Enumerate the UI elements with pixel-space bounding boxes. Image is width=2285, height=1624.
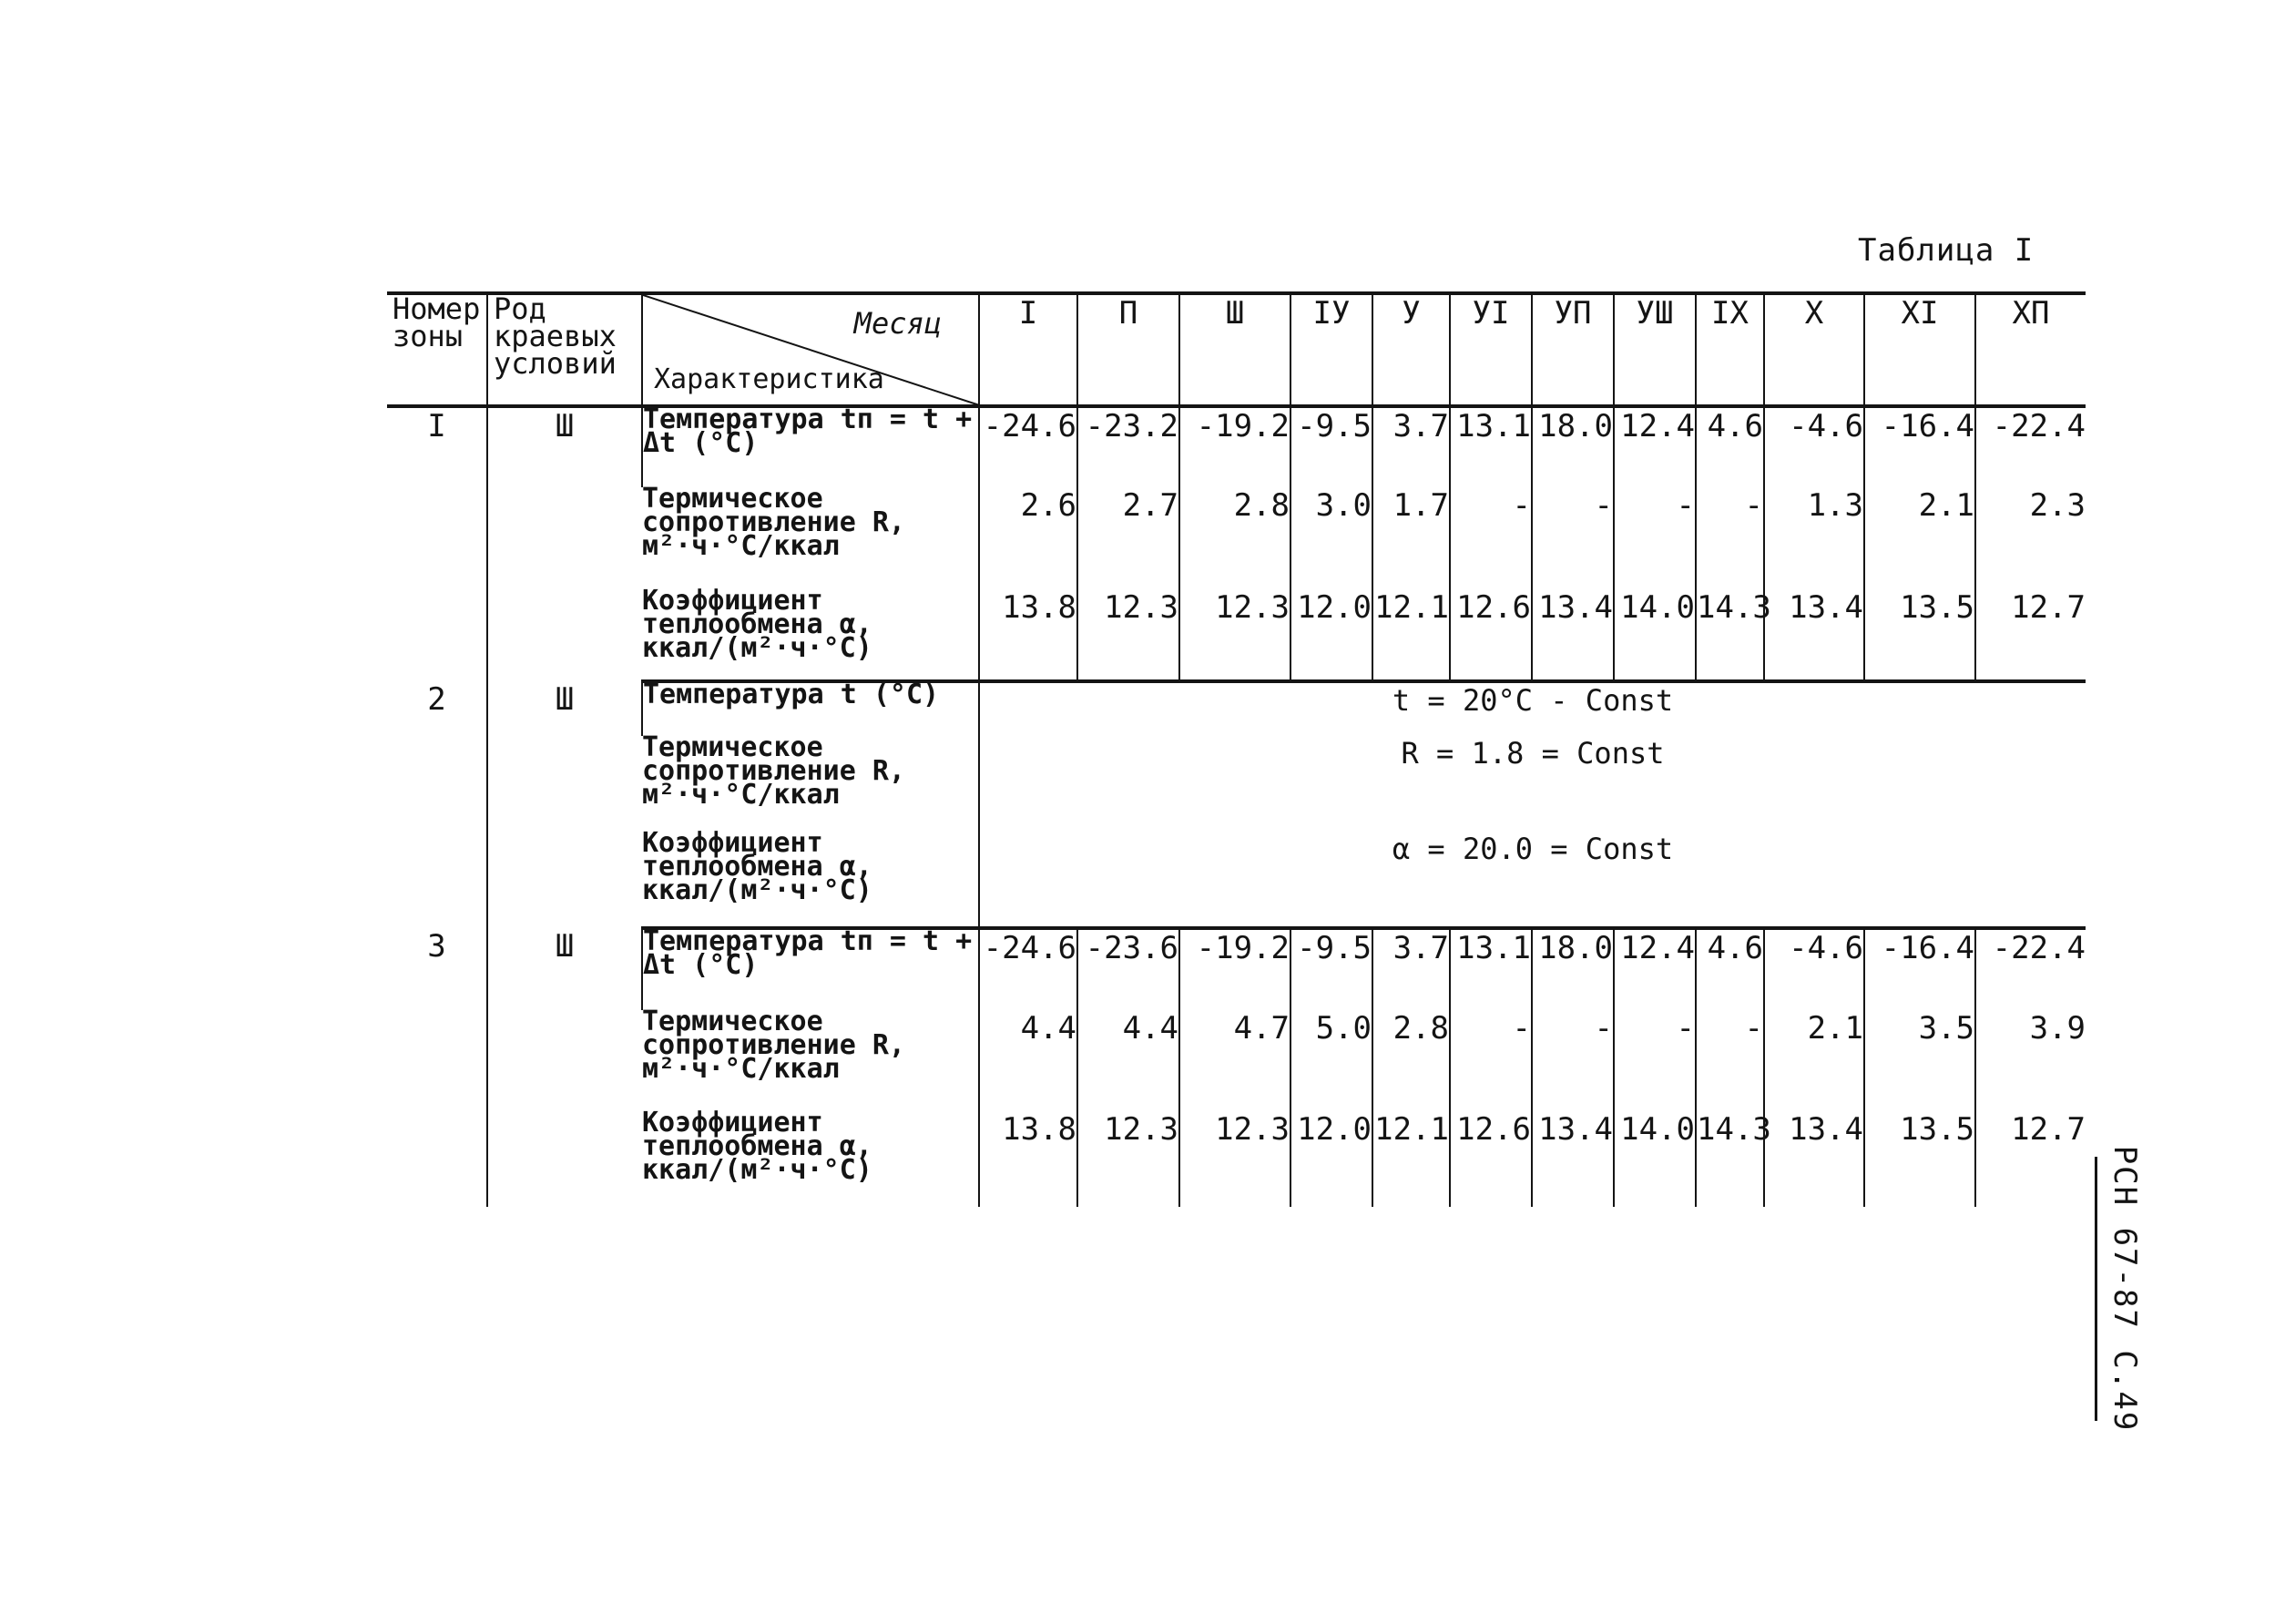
month-header: Х	[1764, 293, 1864, 406]
constant-value: R = 1.8 = Const	[979, 736, 2086, 832]
table-cell: 4.4	[979, 1010, 1077, 1110]
table-cell: 13.8	[979, 1111, 1077, 1208]
zone-number: 2	[427, 680, 446, 718]
table-cell: 18.0	[1532, 928, 1614, 1010]
kind-header: Род краевых условий	[487, 293, 642, 406]
characteristic-label: Температура t (°С)	[642, 681, 979, 736]
table-row	[387, 681, 2086, 736]
table-cell: 12.3	[1077, 589, 1179, 680]
table-cell: -4.6	[1764, 928, 1864, 1010]
table-row	[387, 406, 2086, 486]
month-header: УП	[1532, 293, 1614, 406]
table-row	[387, 832, 2086, 927]
table-cell: 13.8	[979, 589, 1077, 680]
month-header: УI	[1450, 293, 1532, 406]
month-header: УШ	[1614, 293, 1696, 406]
table-row	[387, 487, 2086, 589]
diagonal-header-cell	[642, 293, 979, 406]
table-cell: -	[1614, 487, 1696, 589]
month-header-label: Месяц	[853, 306, 942, 341]
month-header: ХI	[1864, 293, 1975, 406]
month-header: У	[1372, 293, 1450, 406]
month-header: Ш	[1179, 293, 1290, 406]
table-cell: 3.5	[1864, 1010, 1975, 1110]
table-cell: -22.4	[1975, 928, 2086, 1010]
table-cell: 1.7	[1372, 487, 1450, 589]
table-cell: -4.6	[1764, 406, 1864, 486]
table-cell: 14.0	[1614, 589, 1696, 680]
month-header: П	[1077, 293, 1179, 406]
table-cell: -24.6	[979, 928, 1077, 1010]
table-cell: 5.0	[1290, 1010, 1372, 1110]
zone-number: 3	[427, 927, 446, 965]
table-row	[387, 1111, 2086, 1208]
table-cell: 4.6	[1696, 406, 1764, 486]
table-cell: 3.9	[1975, 1010, 2086, 1110]
table-cell: 13.4	[1532, 1111, 1614, 1208]
table-cell: 12.4	[1614, 406, 1696, 486]
table-cell: 2.3	[1975, 487, 2086, 589]
boundary-kind: Ш	[487, 406, 642, 680]
table-row	[387, 589, 2086, 680]
table-cell: 2.1	[1764, 1010, 1864, 1110]
table-cell: 12.0	[1290, 1111, 1372, 1208]
table-cell: -	[1696, 487, 1764, 589]
characteristic-header-label: Характеристика	[654, 363, 884, 396]
boundary-kind: Ш	[487, 681, 642, 928]
table-cell: 14.3	[1696, 589, 1764, 680]
month-header: IУ	[1290, 293, 1372, 406]
table-cell: -24.6	[979, 406, 1077, 486]
characteristic-label: Коэффициент теплообмена α, ккал/(м²·ч·°С)	[642, 832, 979, 927]
table-cell: -23.6	[1077, 928, 1179, 1010]
table-cell: 2.8	[1179, 487, 1290, 589]
characteristic-label: Термическое сопротивление R, м²·ч·°С/ккал	[642, 482, 905, 562]
constant-value: t = 20°С - Const	[979, 681, 2086, 736]
table-cell: 12.1	[1372, 1111, 1450, 1208]
table-cell: 2.7	[1077, 487, 1179, 589]
table-cell: -19.2	[1179, 406, 1290, 486]
table-cell: 13.1	[1450, 928, 1532, 1010]
boundary-kind: Ш	[487, 928, 642, 1207]
table-row	[387, 928, 2086, 1010]
table-cell: 13.5	[1864, 589, 1975, 680]
zone-number: I	[427, 408, 446, 445]
table-cell: -	[1614, 1010, 1696, 1110]
table-cell: 3.7	[1372, 928, 1450, 1010]
table-cell: 12.4	[1614, 928, 1696, 1010]
table-cell: -19.2	[1179, 928, 1290, 1010]
table-cell: 1.3	[1764, 487, 1864, 589]
characteristic-label: Температура tп = t + Δt (°С)	[642, 928, 979, 1010]
table-cell: 13.4	[1532, 589, 1614, 680]
table-cell: 12.3	[1179, 589, 1290, 680]
table-cell: 12.3	[1179, 1111, 1290, 1208]
table-cell: -	[1532, 1010, 1614, 1110]
table-cell: 18.0	[1532, 406, 1614, 486]
table-cell: -9.5	[1290, 406, 1372, 486]
table-cell: 13.1	[1450, 406, 1532, 486]
table-cell: 14.0	[1614, 1111, 1696, 1208]
table-cell: 12.7	[1975, 1111, 2086, 1208]
constant-value: α = 20.0 = Const	[979, 832, 2086, 927]
month-header: I	[979, 293, 1077, 406]
table-cell: 2.6	[979, 487, 1077, 589]
table-cell: -16.4	[1864, 406, 1975, 486]
month-header: IХ	[1696, 293, 1764, 406]
characteristic-label: Температура tп = t + Δt (°С)	[642, 406, 979, 486]
table-cell: -16.4	[1864, 928, 1975, 1010]
table-row	[387, 1010, 2086, 1110]
characteristic-label: Коэффициент теплообмена α, ккал/(м²·ч·°С)	[642, 1106, 872, 1186]
table-cell: 12.7	[1975, 589, 2086, 680]
page-reference: РСН 67-87 С.49	[2106, 1145, 2143, 1433]
climate-table	[387, 291, 2086, 1207]
table-cell: 12.0	[1290, 589, 1372, 680]
table-cell: -9.5	[1290, 928, 1372, 1010]
table-cell: 2.1	[1864, 487, 1975, 589]
characteristic-label: Термическое сопротивление R, м²·ч·°С/ккал	[642, 1006, 905, 1086]
table-cell: 12.3	[1077, 1111, 1179, 1208]
zone-header: Номер зоны	[387, 293, 487, 406]
table-cell: 13.4	[1764, 589, 1864, 680]
table-cell: 4.7	[1179, 1010, 1290, 1110]
table-cell: 12.1	[1372, 589, 1450, 680]
table-cell: 12.6	[1450, 1111, 1532, 1208]
characteristic-label: Термическое сопротивление R, м²·ч·°С/ккал	[642, 730, 905, 811]
document-stamp	[2095, 1145, 2152, 1433]
table-cell: 14.3	[1696, 1111, 1764, 1208]
table-cell: 3.0	[1290, 487, 1372, 589]
table-caption: Таблица I	[1858, 232, 2035, 269]
table-cell: 4.6	[1696, 928, 1764, 1010]
table-cell: -	[1450, 487, 1532, 589]
table-cell: 4.4	[1077, 1010, 1179, 1110]
table-cell: -22.4	[1975, 406, 2086, 486]
table-cell: 13.5	[1864, 1111, 1975, 1208]
month-header: ХП	[1975, 293, 2086, 406]
characteristic-label: Коэффициент теплообмена α, ккал/(м²·ч·°С)	[642, 589, 979, 680]
table-cell: -	[1696, 1010, 1764, 1110]
table-cell: -23.2	[1077, 406, 1179, 486]
table-cell: 3.7	[1372, 406, 1450, 486]
table-cell: 2.8	[1372, 1010, 1450, 1110]
table-cell: 12.6	[1450, 589, 1532, 680]
table-cell: -	[1450, 1010, 1532, 1110]
table-cell: -	[1532, 487, 1614, 589]
table-cell: 13.4	[1764, 1111, 1864, 1208]
table-row	[387, 736, 2086, 832]
